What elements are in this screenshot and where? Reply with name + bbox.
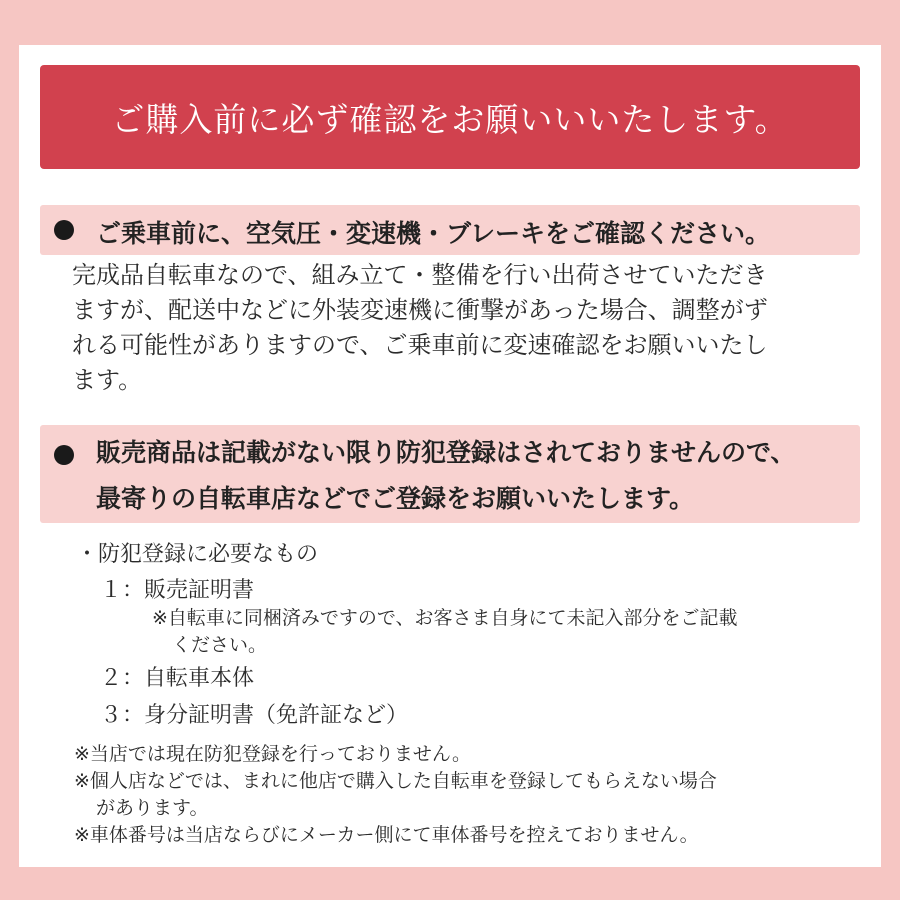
bullet-dot-icon [54, 445, 74, 465]
section1-body-line: 完成品自転車なので、組み立て・整備を行い出荷させていただき [72, 261, 768, 289]
list-item-note: ください。 [172, 634, 268, 656]
list-item-note: ※自転車に同梱済みですので、お客さま自身にて未記入部分をご記載 [152, 607, 738, 629]
section1-body [72, 258, 862, 398]
section1-body-line: ますが、配送中などに外装変速機に衝撃があった場合、調整がず [72, 296, 768, 324]
section2-heading-line2: 最寄りの自転車店などでご登録をお願いいたします。 [96, 484, 695, 513]
notice-banner [40, 65, 860, 169]
list-item: ３：身分証明書（免許証など） [100, 703, 409, 728]
list-title: ・防犯登録に必要なもの [76, 542, 319, 567]
note-line: ※車体番号は当店ならびにメーカー側にて車体番号を控えておりません。 [74, 824, 699, 846]
banner-title: ご購入前に必ず確認をお願いいいたします。 [111, 99, 789, 139]
note-line: ※当店では現在防犯登録を行っておりません。 [74, 743, 472, 765]
section1-body-line: ます。 [72, 366, 143, 394]
list-item: １：販売証明書 [100, 578, 255, 603]
section1-heading-text: ご乗車前に、空気圧・変速機・ブレーキをご確認ください。 [96, 219, 771, 248]
section1-body-line: れる可能性がありますので、ご乗車前に変速確認をお願いいたし [72, 331, 768, 359]
section1-heading [40, 205, 860, 255]
note-line: があります。 [96, 797, 209, 819]
bullet-dot-icon [54, 220, 74, 240]
note-line: ※個人店などでは、まれに他店で購入した自転車を登録してもらえない場合 [74, 770, 717, 792]
list-item: ２：自転車本体 [100, 666, 255, 691]
section2-heading [40, 425, 860, 523]
section2-heading-line1: 販売商品は記載がない限り防犯登録はされておりませんので、 [96, 438, 796, 467]
